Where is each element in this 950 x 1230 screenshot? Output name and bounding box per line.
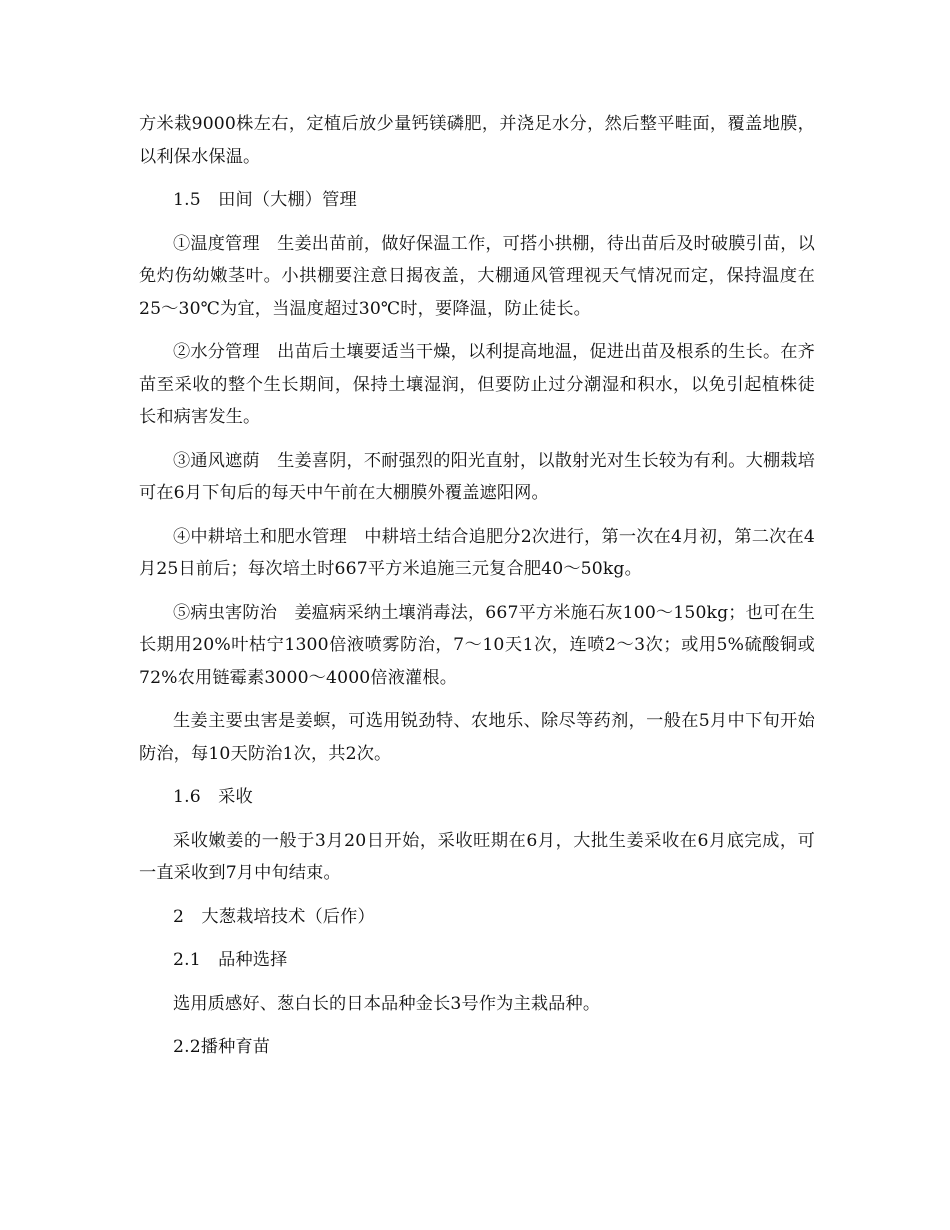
paragraph-disease-control: ⑤病虫害防治 姜瘟病采纳土壤消毒法，667平方米施石灰100～150kg；也可在生长期用20%叶枯宁1300倍液喷雾防治，7～10天1次，连喷2～3次；或用5%硫酸铜或72%农用链霉素3000～4000倍液灌根。 [139,602,815,688]
paragraph-temperature-management: ①温度管理 生姜出苗前，做好保温工作，可搭小拱棚，待出苗后及时破膜引苗，以免灼伤幼嫩茎叶。小拱棚要注意日揭夜盖，大棚通风管理视天气情况而定，保持温度在25～30℃为宜，当温度超过30℃时，要降温，防止徒长。 [139,233,815,319]
section-heading-2-1: 2.1 品种选择 [173,950,288,970]
paragraph-ventilation-shading: ③通风遮荫 生姜喜阴，不耐强烈的阳光直射，以散射光对生长较为有利。大棚栽培可在6月下旬后的每天中午前在大棚膜外覆盖遮阳网。 [139,450,815,503]
paragraph-variety-selection: 选用质感好、葱白长的日本品种金长3号作为主栽品种。 [173,993,601,1014]
paragraph-water-management: ②水分管理 出苗后土壤要适当干燥，以利提高地温，促进出苗及根系的生长。在齐苗至采收的整个生长期间，保持土壤湿润，但要防止过分潮湿和积水，以免引起植株徒长和病害发生。 [139,342,815,427]
section-heading-1-5: 1.5 田间（大棚）管理 [173,190,357,210]
section-heading-1-6: 1.6 采收 [173,787,253,807]
paragraph-planting-continued: 方米栽9000株左右，定植后放少量钙镁磷肥，并浇足水分，然后整平畦面，覆盖地膜，以利保水保温。 [139,114,815,167]
section-heading-2-2: 2.2播种育苗 [173,1037,271,1057]
paragraph-cultivation-fertilizer: ④中耕培土和肥水管理 中耕培土结合追肥分2次进行，第一次在4月初，第二次在4月25日前后；每次培土时667平方米追施三元复合肥40～50kg。 [139,526,815,579]
document-body [139,108,815,1075]
paragraph-harvest: 采收嫩姜的一般于3月20日开始，采收旺期在6月，大批生姜采收在6月底完成，可一直采收到7月中旬结束。 [139,830,815,883]
section-heading-2: 2 大葱栽培技术（后作） [173,906,375,927]
paragraph-pest-control: 生姜主要虫害是姜螟，可选用锐劲特、农地乐、除尽等药剂，一般在5月中下旬开始防治，每10天防治1次，共2次。 [139,711,815,764]
